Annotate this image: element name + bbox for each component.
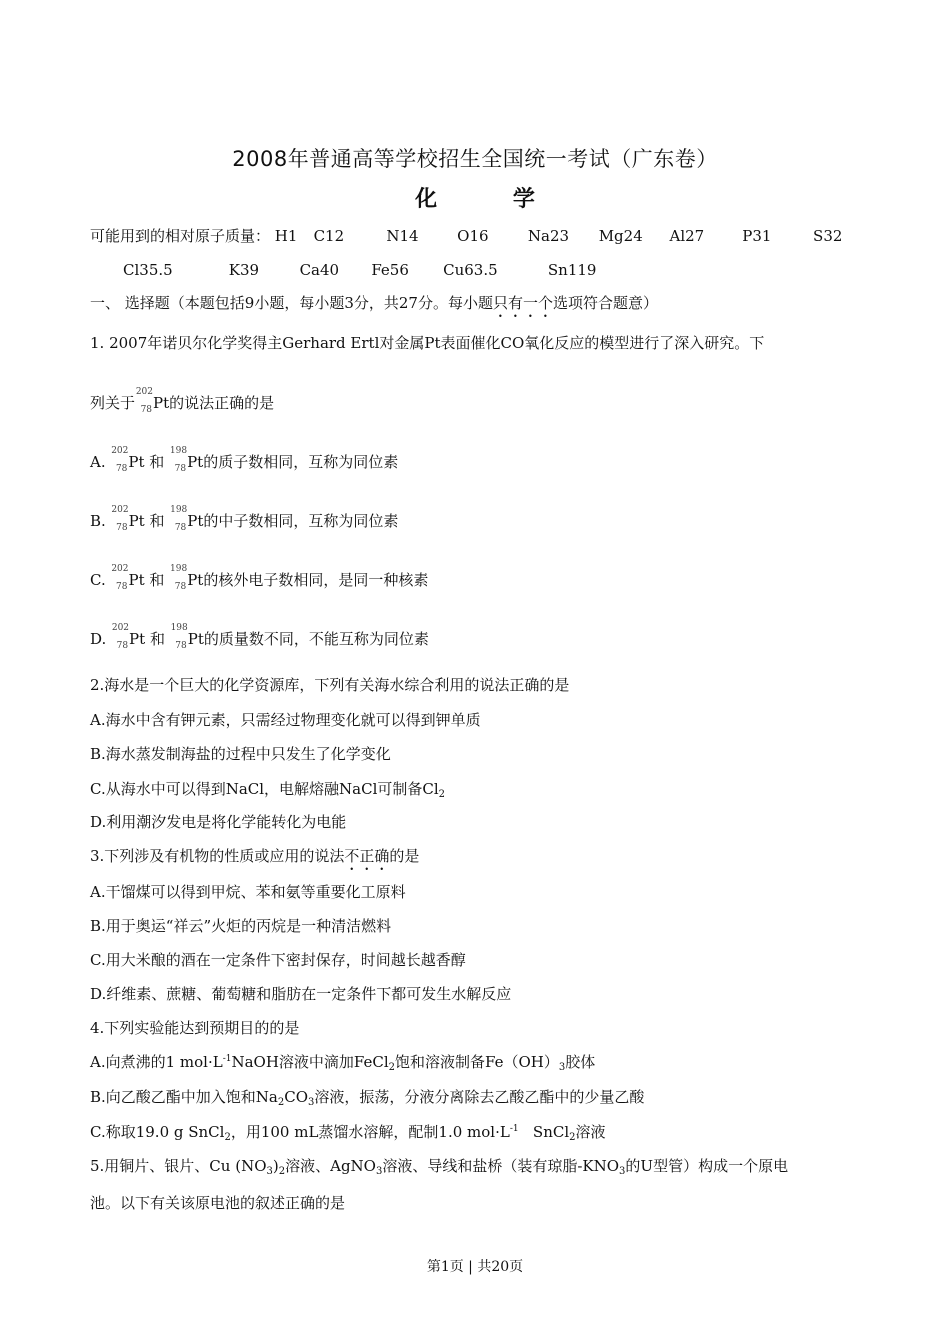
emphasis-text: 不正确: [344, 847, 390, 865]
mass-cl: Cl35.5: [123, 261, 173, 279]
q2-option-c: C.从海水中可以得到NaCl，电解熔融NaCl可制备$Cl_2$: [90, 780, 446, 800]
q4-option-a: A.向煮沸的1 $mol\cdot L^{-1}NaOH$溶液中滴加FeCl$_2$饱和溶液制备$Fe(OH)_3$胶体: [90, 1053, 596, 1073]
page-footer: 第1页 | 共20页: [426, 1259, 524, 1275]
nuclide-pt-202: 202 78: [111, 623, 130, 651]
q1-option-a: A. 202 78 Pt 和 198 78 Pt的质子数相同，互称为同位素: [90, 446, 399, 474]
emphasis-text: 只有一个: [492, 294, 553, 312]
nuclide-pt-198: 198 78: [169, 446, 188, 474]
mass-sn: Sn119: [547, 261, 597, 279]
mass-fe: Fe56: [371, 261, 409, 279]
q3-option-c: C.用大米酿的酒在一定条件下密封保存，时间越长越香醇: [90, 951, 466, 969]
atomic-mass-label: 可能用到的相对原子质量：: [90, 227, 271, 245]
mass-ca: Ca40: [299, 261, 340, 279]
mass-cu: Cu63.5: [443, 261, 498, 279]
q5-stem-line-2: 池。以下有关该原电池的叙述正确的是: [90, 1194, 346, 1212]
q4-option-c: C.称取19.0 g SnCl$_2$，用100 mL蒸馏水溶解，配制1.0 $mol\cdot L^{-1}$ SnCl$_2$溶液: [90, 1123, 606, 1143]
mass-na: Na23: [527, 227, 570, 245]
q2-option-a: A.海水中含有钾元素，只需经过物理变化就可以得到钾单质: [90, 711, 481, 729]
q3-option-b: B.用于奥运“祥云”火炬的丙烷是一种清洁燃料: [90, 917, 392, 935]
q2-stem: 2.海水是一个巨大的化学资源库，下列有关海水综合利用的说法正确的是: [90, 676, 570, 694]
q3-option-d: D.纤维素、蔗糖、葡萄糖和脂肪在一定条件下都可发生水解反应: [90, 985, 512, 1003]
q1-option-b: B. 202 78 Pt 和 198 78 Pt的中子数相同，互称为同位素: [90, 505, 399, 533]
nuclide-pt-202: 202 78: [135, 387, 154, 415]
nuclide-pt-202: 202 78: [111, 446, 129, 474]
section-heading: 一、 选择题（本题包括9小题，每小题3分，共27分。每小题只有一个选项符合题意）: [90, 294, 659, 312]
mass-mg: Mg24: [598, 227, 643, 245]
atomic-mass-row-2: [123, 261, 596, 279]
q3-stem: 3.下列涉及有机物的性质或应用的说法不正确的是: [90, 847, 420, 865]
q1-option-d: D. 202 78 Pt 和 198 78 Pt的质量数不同，不能互称为同位素: [90, 623, 429, 651]
mass-n: N14: [386, 227, 419, 245]
nuclide-pt-198: 198 78: [170, 623, 188, 651]
q4-option-b: B.向乙酸乙酯中加入饱和$Na_2CO_3$溶液，振荡，分液分离除去乙酸乙酯中的少量乙酸: [90, 1088, 645, 1108]
q5-stem-line-1: 5.用铜片、银片、Cu $(NO_3)_2$溶液、AgNO$_3$溶液、导线和盐桥（装有琼脂$-KNO_3$的U型管）构成一个原电: [90, 1157, 789, 1177]
atomic-mass-row-1: [90, 225, 842, 246]
mass-o: O16: [457, 227, 489, 245]
nuclide-pt-202: 202 78: [111, 505, 129, 533]
mass-h: H1: [274, 227, 298, 245]
nuclide-pt-202: 202 78: [111, 564, 129, 592]
mass-s: S32: [813, 227, 843, 245]
q1-stem-line-2: 列关于 202 78 Pt的说法正确的是: [90, 387, 275, 415]
q4-stem: 4.下列实验能达到预期目的的是: [90, 1019, 300, 1037]
q1-stem-line-1: 1. 2007年诺贝尔化学奖得主Gerhard Ertl对金属Pt表面催化CO氧化反应的模型进行了深入研究。下: [90, 334, 765, 352]
nuclide-pt-198: 198 78: [170, 564, 188, 592]
mass-c: C12: [313, 227, 345, 245]
exam-title: 2008年普通高等学校招生全国统一考试（广东卷）: [232, 147, 718, 171]
mass-al: Al27: [669, 227, 705, 245]
q2-option-d: D.利用潮汐发电是将化学能转化为电能: [90, 813, 347, 831]
q1-option-c: C. 202 78 Pt 和 198 78 Pt的核外电子数相同，是同一种核素: [90, 564, 429, 592]
q2-option-b: B.海水蒸发制海盐的过程中只发生了化学变化: [90, 745, 391, 763]
nuclide-pt-198: 198 78: [170, 505, 188, 533]
subject-title: 化 学: [415, 187, 569, 212]
mass-p: P31: [742, 227, 772, 245]
mass-k: K39: [228, 261, 260, 279]
q3-option-a: A.干馏煤可以得到甲烷、苯和氨等重要化工原料: [90, 883, 406, 901]
